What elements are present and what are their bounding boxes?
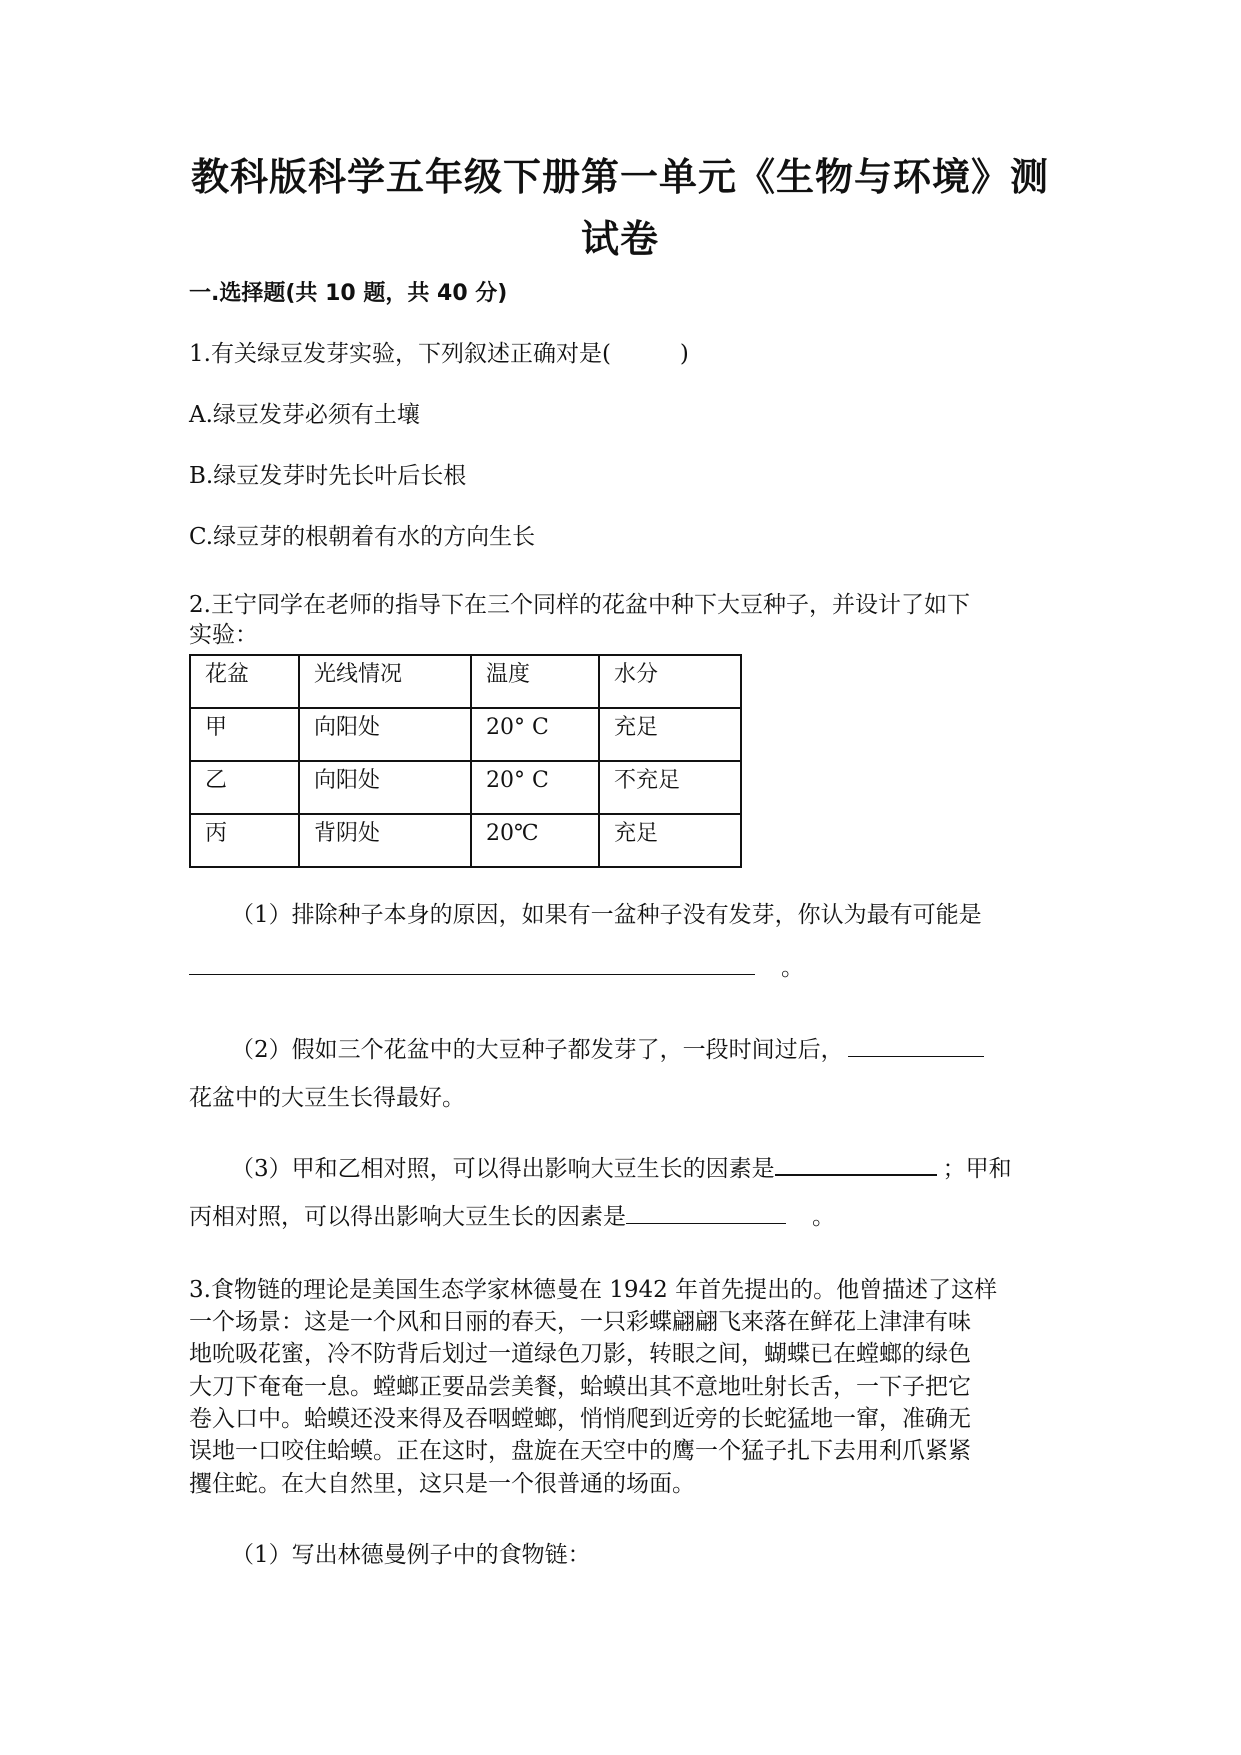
table-row — [190, 814, 741, 867]
title-line-2: 试卷 — [580, 217, 659, 261]
table-cell: 20℃ — [471, 814, 599, 867]
table-row — [190, 708, 741, 761]
table-cell: 乙 — [190, 761, 299, 814]
answer-blank[interactable] — [848, 1036, 984, 1057]
answer-blank[interactable] — [775, 1154, 937, 1176]
question-3-line: 3.食物链的理论是美国生态学家林德曼在 1942 年首先提出的。他曾描述了这样 — [189, 1277, 998, 1303]
table-cell: 甲 — [190, 708, 299, 761]
title-line-1: 教科版科学五年级下册第一单元《生物与环境》测 — [190, 155, 1049, 199]
section-heading: 一.选择题(共 10 题，共 40 分) — [189, 281, 508, 306]
question-3-line: 大刀下奄奄一息。螳螂正要品尝美餐，蛤蟆出其不意地吐射长舌，一下子把它 — [189, 1374, 971, 1400]
question-1-option-b: B.绿豆发芽时先长叶后长根 — [189, 463, 467, 489]
table-header-cell: 光线情况 — [299, 655, 471, 708]
table-header-cell: 花盆 — [190, 655, 299, 708]
question-3-line: 误地一口咬住蛤蟆。正在这时，盘旋在天空中的鹰一个猛子扎下去用利爪紧紧 — [189, 1438, 971, 1464]
question-1-stem: 1.有关绿豆发芽实验，下列叙述正确对是( ) — [189, 341, 689, 367]
question-2-sub-1-answer-line — [189, 952, 804, 984]
table-cell: 向阳处 — [299, 761, 471, 814]
question-2-stem: 2.王宁同学在老师的指导下在三个同样的花盆中种下大豆种子，并设计了如下 — [189, 592, 970, 618]
question-2-stem-cont: 实验： — [189, 622, 258, 648]
question-2-sub-3 — [231, 1153, 1012, 1185]
table-cell: 20° C — [471, 708, 599, 761]
table-cell: 背阴处 — [299, 814, 471, 867]
question-2-sub-3-text: （3）甲和乙相对照，可以得出影响大豆生长的因素是 — [231, 1156, 775, 1182]
table-cell: 丙 — [190, 814, 299, 867]
table-header-cell: 水分 — [599, 655, 741, 708]
table-row — [190, 761, 741, 814]
table-cell: 20° C — [471, 761, 599, 814]
question-2-sub-3-text-b: ；甲和 — [942, 1156, 1012, 1182]
answer-blank[interactable] — [626, 1203, 786, 1224]
question-2-sub-2-cont: 花盆中的大豆生长得最好。 — [189, 1085, 465, 1111]
question-2-sub-3-cont-text: 丙相对照，可以得出影响大豆生长的因素是 — [189, 1204, 626, 1230]
question-3-line: 攫住蛇。在大自然里，这只是一个很普通的场面。 — [189, 1471, 695, 1497]
question-3-line: 地吮吸花蜜，冷不防背后划过一道绿色刀影，转眼之间，蝴蝶已在螳螂的绿色 — [189, 1341, 971, 1367]
table-cell: 充足 — [599, 708, 741, 761]
question-3-line: 卷入口中。蛤蟆还没来得及吞咽螳螂，悄悄爬到近旁的长蛇猛地一窜，准确无 — [189, 1406, 971, 1432]
sentence-end: 。 — [781, 955, 804, 981]
question-3-sub-1: （1）写出林德曼例子中的食物链： — [231, 1542, 591, 1568]
table-cell: 向阳处 — [299, 708, 471, 761]
page-title — [180, 146, 1060, 270]
question-3-line: 一个场景：这是一个风和日丽的春天，一只彩蝶翩翩飞来落在鲜花上津津有味 — [189, 1309, 971, 1335]
table-header-cell: 温度 — [471, 655, 599, 708]
answer-blank[interactable] — [189, 954, 755, 975]
question-1-option-a: A.绿豆发芽必须有土壤 — [189, 402, 420, 428]
experiment-table — [189, 654, 742, 868]
question-2-sub-2 — [231, 1034, 984, 1066]
table-cell: 不充足 — [599, 761, 741, 814]
table-header-row — [190, 655, 741, 708]
question-2-sub-2-text: （2）假如三个花盆中的大豆种子都发芽了，一段时间过后， — [231, 1037, 844, 1063]
table-cell: 充足 — [599, 814, 741, 867]
sentence-end: 。 — [812, 1204, 835, 1230]
question-2-sub-1: （1）排除种子本身的原因，如果有一盆种子没有发芽，你认为最有可能是 — [231, 902, 982, 928]
question-2-sub-3-cont — [189, 1201, 835, 1233]
question-1-option-c: C.绿豆芽的根朝着有水的方向生长 — [189, 524, 536, 550]
